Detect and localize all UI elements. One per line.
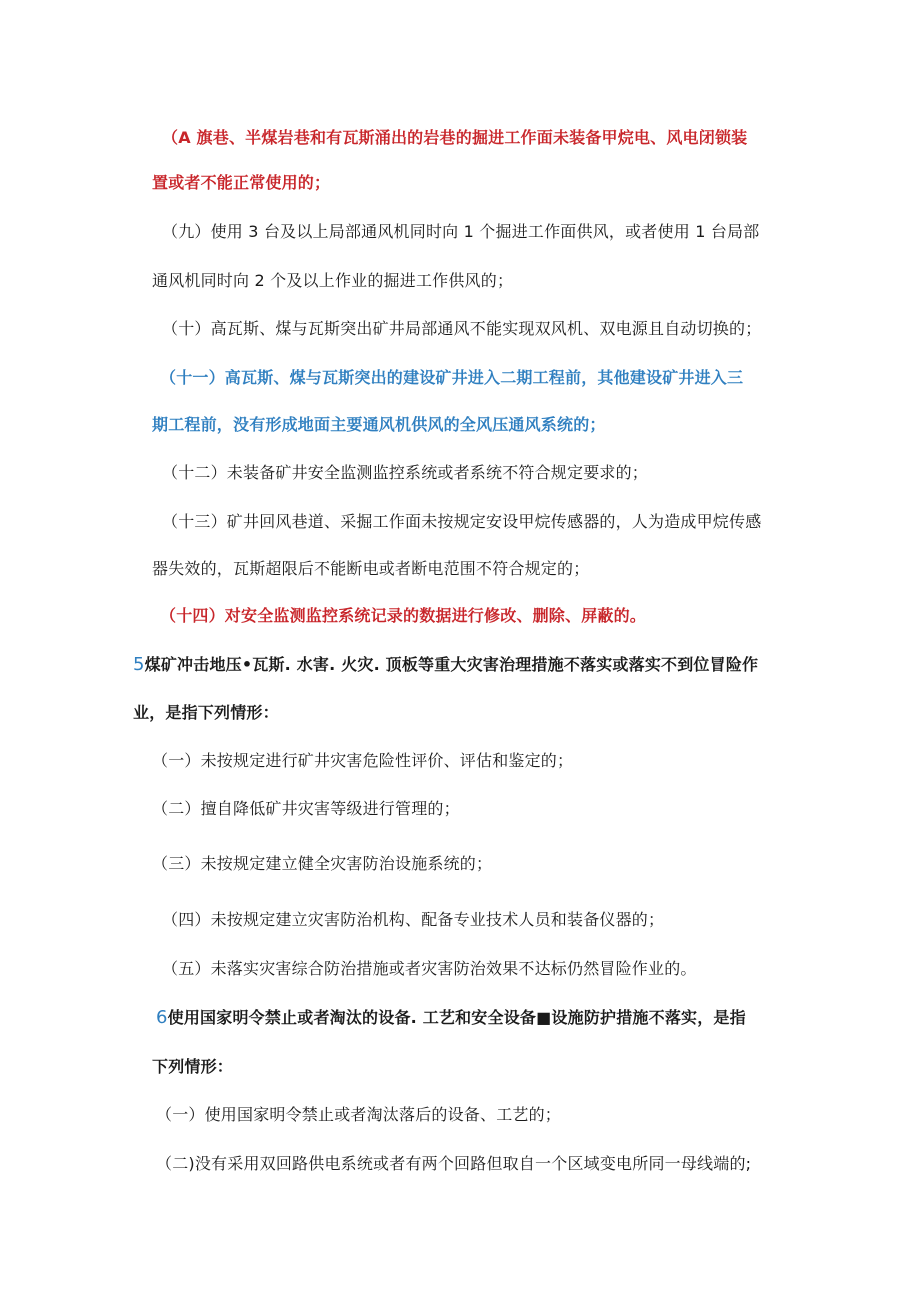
section-5-number: 5 bbox=[133, 654, 145, 675]
clause-11-line-1: （十一）高瓦斯、煤与瓦斯突出的建设矿井进入二期工程前，其他建设矿井进入三 bbox=[160, 368, 744, 387]
section-5-heading-line-2: 业，是指下列情形： bbox=[133, 703, 279, 722]
clause-12: （十二）未装备矿井安全监测监控系统或者系统不符合规定要求的； bbox=[162, 463, 649, 482]
clause-9-line-2: 通风机同时向 2 个及以上作业的掘进工作供风的； bbox=[152, 271, 514, 290]
section-5-item-2: （二）擅自降低矿井灾害等级进行管理的； bbox=[152, 799, 460, 818]
section-5-item-4: （四）未按规定建立灾害防治机构、配备专业技术人员和装备仪器的； bbox=[162, 910, 665, 929]
section-5-item-3: （三）未按规定建立健全灾害防治设施系统的； bbox=[152, 854, 493, 873]
clause-8-line-2: 置或者不能正常使用的； bbox=[152, 173, 331, 192]
clause-10: （十）高瓦斯、煤与瓦斯突出矿井局部通风不能实现双风机、双电源且自动切换的； bbox=[162, 319, 762, 338]
section-6-item-2: （二)没有采用双回路供电系统或者有两个回路但取自一个区域变电所同一母线端的; bbox=[156, 1154, 752, 1173]
clause-14: （十四）对安全监测监控系统记录的数据进行修改、删除、屏蔽的。 bbox=[160, 606, 647, 625]
clause-9-line-1: （九）使用 3 台及以上局部通风机同时向 1 个掘进工作面供风，或者使用 1 台局部 bbox=[162, 222, 760, 241]
clause-13-line-1: （十三）矿井回风巷道、采掘工作面未按规定安设甲烷传感器的，人为造成甲烷传感 bbox=[162, 512, 762, 531]
section-6-heading-line-1 bbox=[156, 1006, 746, 1030]
section-6-number: 6 bbox=[156, 1007, 168, 1028]
section-5-item-5: （五）未落实灾害综合防治措施或者灾害防治效果不达标仍然冒险作业的。 bbox=[162, 959, 697, 978]
section-6-heading-text: 使用国家明令禁止或者淘汰的设备. 工艺和安全设备■设施防护措施不落实，是指 bbox=[167, 1008, 746, 1027]
section-5-item-1: （一）未按规定进行矿井灾害危险性评价、评估和鉴定的； bbox=[152, 751, 574, 770]
section-5-heading-text: 煤矿冲击地压•瓦斯. 水害. 火灾. 顶板等重大灾害治理措施不落实或落实不到位冒险作 bbox=[144, 655, 759, 674]
clause-13-line-2: 器失效的，瓦斯超限后不能断电或者断电范围不符合规定的； bbox=[152, 559, 590, 578]
section-5-heading-line-1 bbox=[133, 653, 758, 677]
clause-11-line-2: 期工程前，没有形成地面主要通风机供风的全风压通风系统的； bbox=[152, 415, 606, 434]
section-6-heading-line-2: 下列情形： bbox=[152, 1057, 234, 1076]
clause-8-line-1: （A 旗巷、半煤岩巷和有瓦斯涌出的岩巷的掘进工作面未装备甲烷电、风电闭锁装 bbox=[162, 128, 748, 147]
section-6-item-1: （一）使用国家明令禁止或者淘汰落后的设备、工艺的； bbox=[156, 1105, 562, 1124]
